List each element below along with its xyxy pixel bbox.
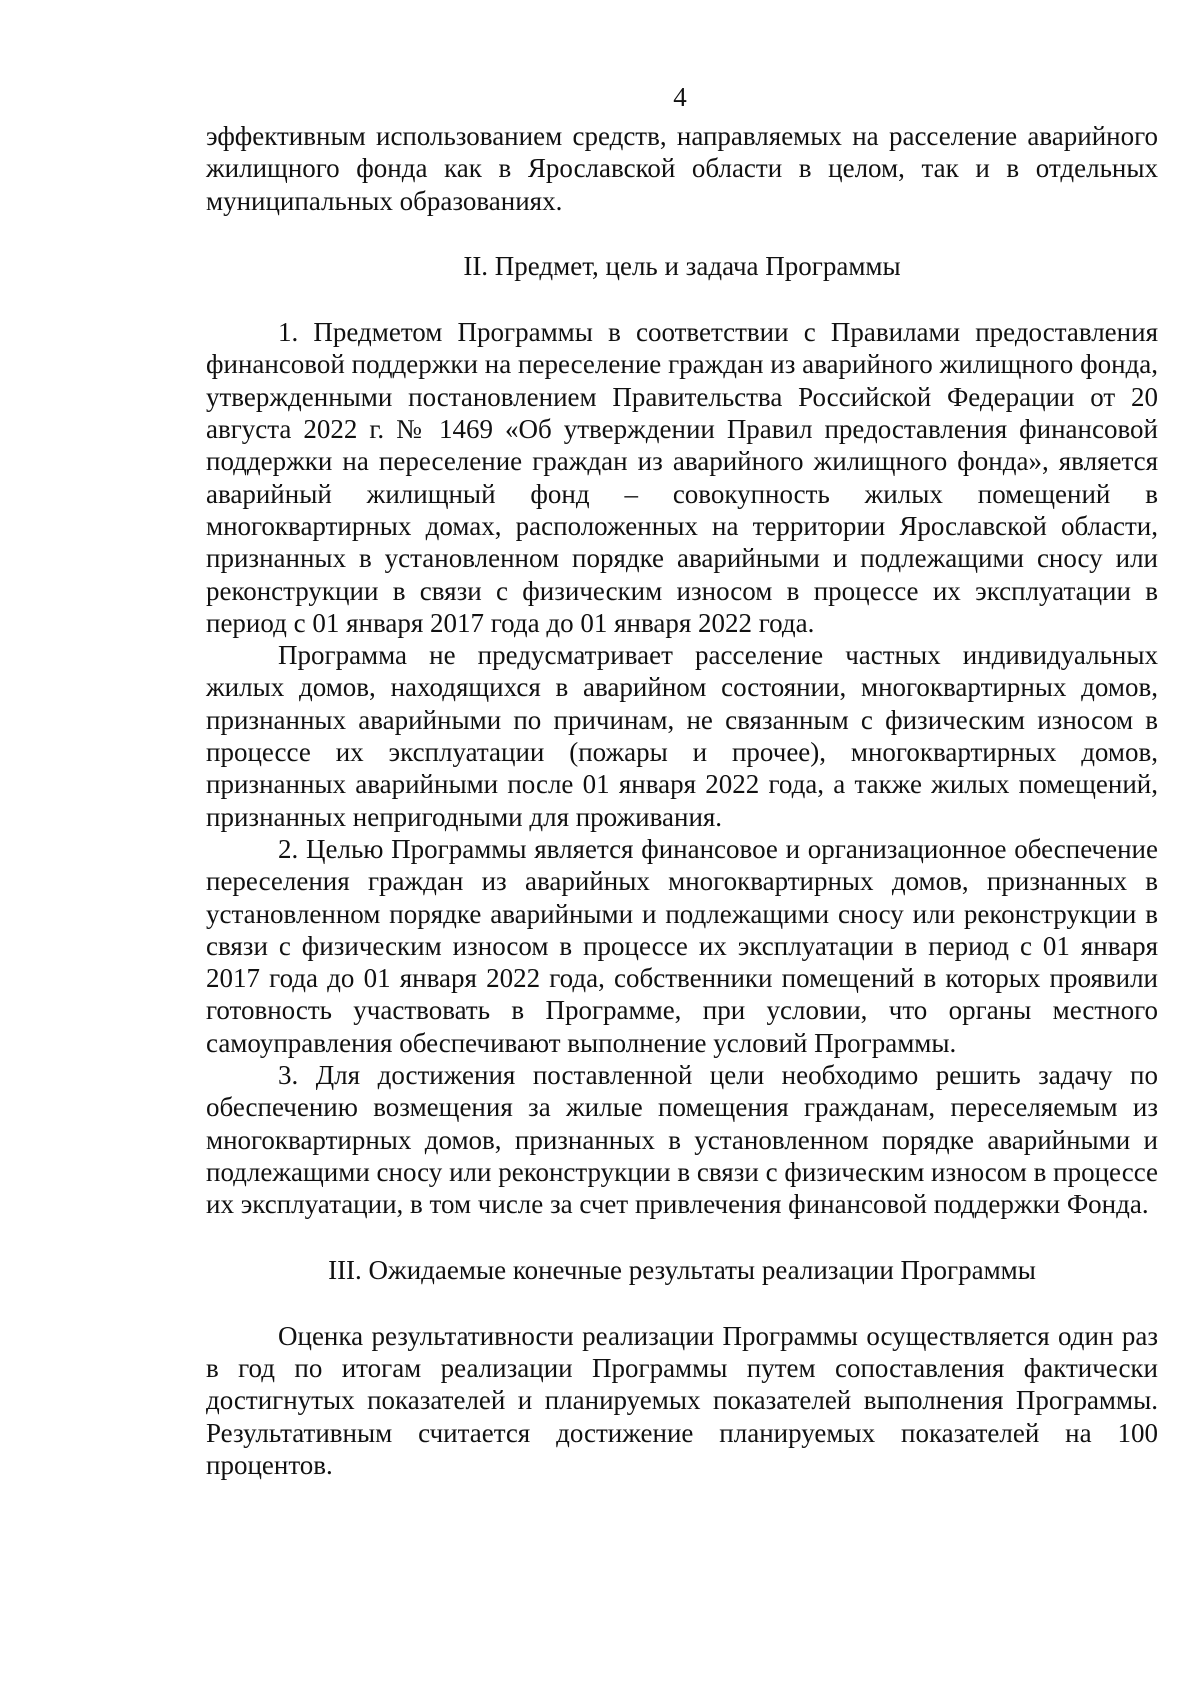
section-2-heading: II. Предмет, цель и задача Программы (463, 250, 901, 281)
spacer (206, 217, 1158, 250)
spacer (206, 1221, 1158, 1254)
section-2-paragraph-1: 1. Предметом Программы в соответствии с Правилами предоставления финансовой поддержки на переселение граждан из аварийного жилищного фонда, утвержденными постановлением Правительства Российской Федерации от 20 августа 2022 г. № 1469 «Об утверждении Правил предоставления финансовой поддержки на переселение граждан из аварийного жилищного фонда», является аварийный жилищный фонд – совокупность жилых помещений в многоквартирных домах, расположенных на территории Ярославской области, признанных в установленном порядке аварийными и подлежащими сносу или реконструкции в связи с физическим износом в процессе их эксплуатации в период с 01 января 2017 года до 01 января 2022 года. (206, 317, 1158, 638)
spacer (206, 1286, 1158, 1320)
section-3-heading: III. Ожидаемые конечные результаты реализации Программы (328, 1254, 1036, 1285)
section-2-paragraph-2: Программа не предусматривает расселение частных индивидуальных жилых домов, находящихся в аварийном состоянии, многоквартирных домов, признанных аварийными по причинам, не связанным с физическим износом в процессе их эксплуатации (пожары и прочее), многоквартирных домов, признанных аварийными после 01 января 2022 года, а также жилых помещений, признанных непригодными для проживания. (206, 640, 1158, 832)
intro-paragraph: эффективным использованием средств, направляемых на расселение аварийного жилищного фонда как в Ярославской области в целом, так и в отдельных муниципальных образованиях. (206, 121, 1158, 216)
document-body (206, 120, 1158, 1481)
section-2-paragraph-3: 2. Целью Программы является финансовое и организационное обеспечение переселения граждан из аварийных многоквартирных домов, признанных в установленном порядке аварийными и подлежащими сносу или реконструкции в связи с физическим износом в процессе их эксплуатации в период с 01 января 2017 года до 01 января 2022 года, собственники помещений в которых проявили готовность участвовать в Программе, при условии, что органы местного самоуправления обеспечивают выполнение условий Программы. (206, 833, 1158, 1058)
spacer (206, 282, 1158, 316)
section-2-paragraph-4: 3. Для достижения поставленной цели необходимо решить задачу по обеспечению возмещения за жилые помещения гражданам, переселяемым из многоквартирных домов, признанных в установленном порядке аварийными и подлежащими сносу или реконструкции в связи с физическим износом в процессе их эксплуатации, в том числе за счет привлечения финансовой поддержки Фонда. (206, 1060, 1158, 1220)
section-3-paragraph-1: Оценка результативности реализации Программы осуществляется один раз в год по итогам реализации Программы путем сопоставления фактически достигнутых показателей и планируемых показателей выполнения Программы. Результативным считается достижение планируемых показателей на 100 процентов. (206, 1320, 1158, 1480)
page-number: 4 (673, 82, 687, 112)
